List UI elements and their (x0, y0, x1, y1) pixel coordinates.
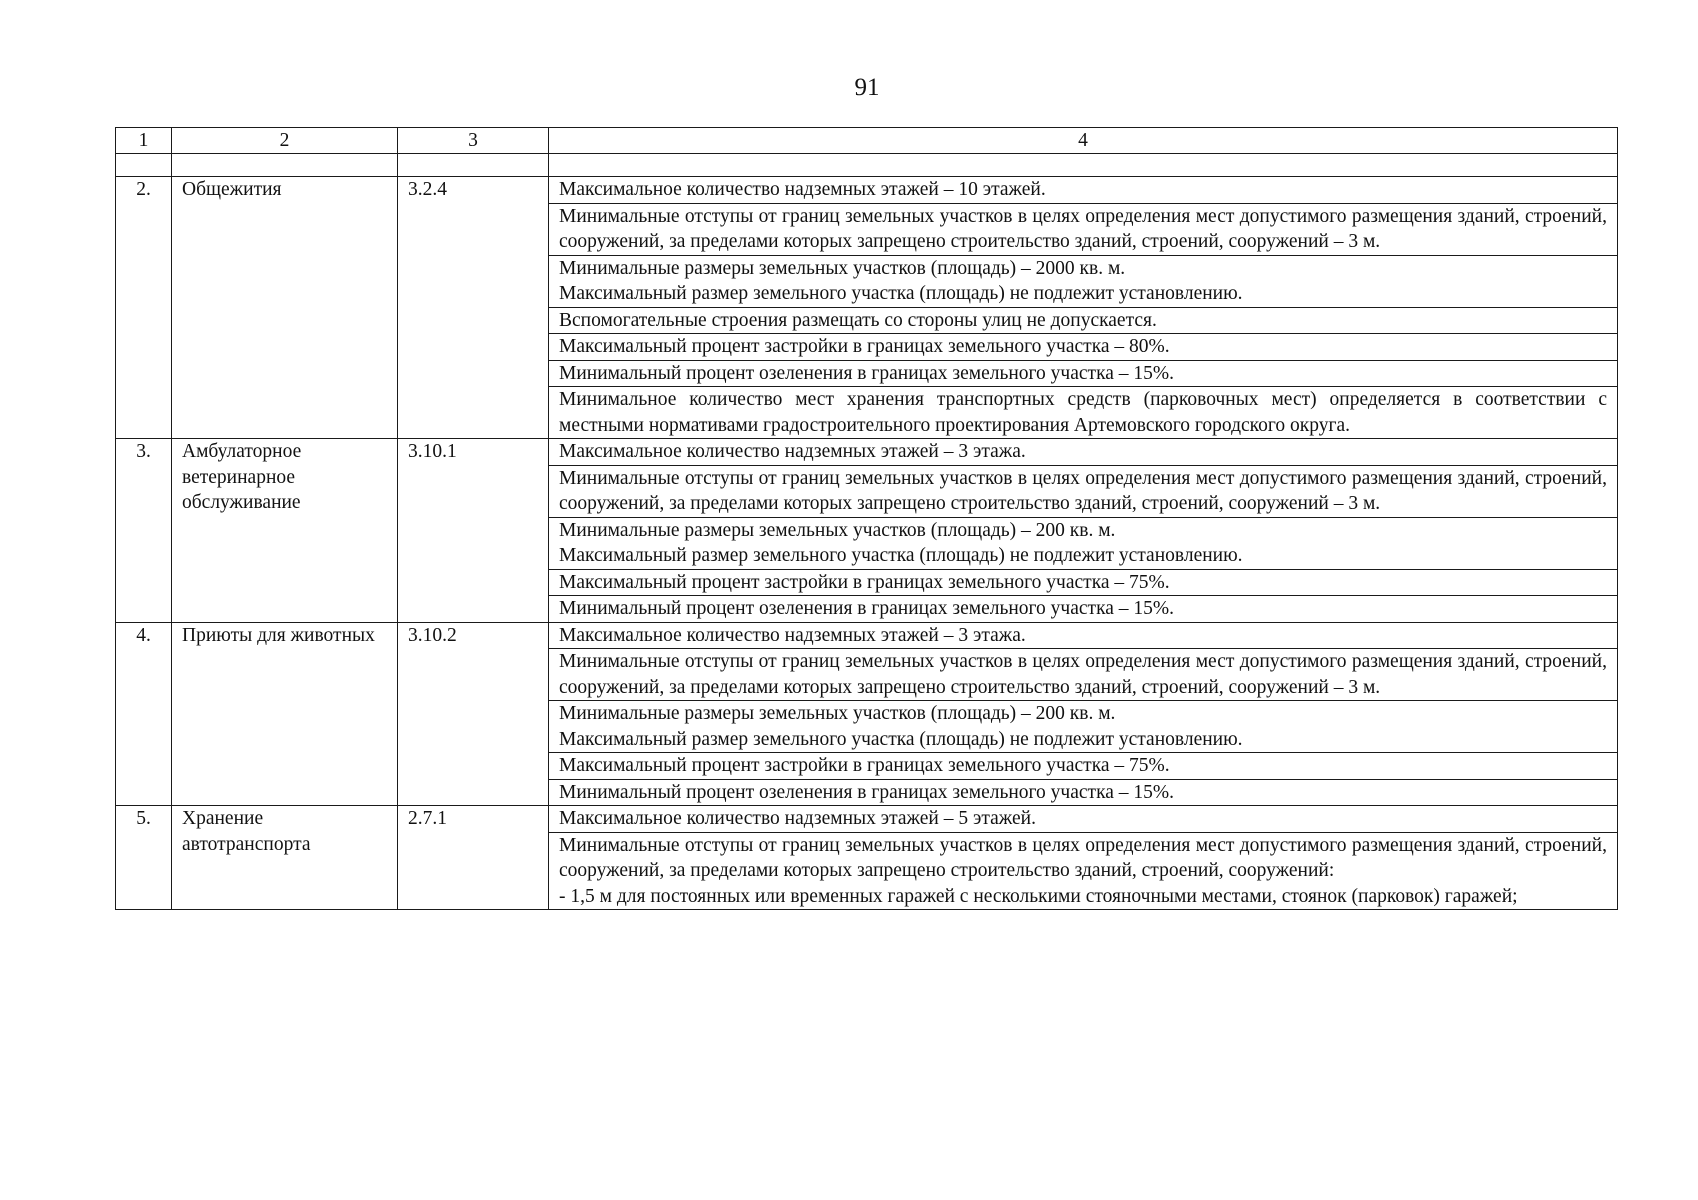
parameter-text: Максимальное количество надземных этажей – 10 этажей. (559, 179, 1046, 200)
parameter-text: Минимальные отступы от границ земельных участков в целях определения мест допустимого размещения зданий, строений, сооружений, за пределами которых запрещено строительство зданий, строений, сооружений – 3 м. (559, 651, 1607, 698)
parameter-cell (549, 832, 1618, 910)
use-code-cell: 3.10.2 (398, 622, 549, 806)
column-number-row (116, 128, 1618, 154)
table-body (116, 128, 1618, 910)
parameter-text: Максимальный процент застройки в границах земельного участка – 75%. (559, 571, 1170, 593)
column-number-2: 2 (172, 128, 398, 154)
row-number-cell: 5. (116, 806, 172, 910)
use-code-cell: 2.7.1 (398, 806, 549, 910)
parameter-cell (549, 622, 1618, 649)
use-code-cell: 3.10.1 (398, 439, 549, 623)
parameter-text: Минимальные размеры земельных участков (площадь) – 200 кв. м. (559, 703, 1116, 724)
spacer-cell (398, 154, 549, 177)
spacer-cell (116, 154, 172, 177)
parameter-cell (549, 307, 1618, 334)
parameter-text: Максимальный размер земельного участка (площадь) не подлежит установлению. (559, 283, 1243, 304)
parameter-text: Минимальные размеры земельных участков (площадь) – 200 кв. м. (559, 519, 1116, 541)
parameter-cell (549, 753, 1618, 780)
parameter-text: Максимальное количество надземных этажей – 3 этажа. (559, 441, 1026, 462)
parameter-cell (549, 203, 1618, 255)
parameter-text: Вспомогательные строения размещать со стороны улиц не допускается. (559, 309, 1157, 331)
parameter-cell (549, 255, 1618, 307)
use-type-name-cell: Приюты для животных (172, 622, 398, 806)
page-number: 91 (854, 74, 880, 101)
parameter-text: Минимальный процент озеленения в границах земельного участка – 15%. (559, 781, 1175, 803)
use-type-name-cell: Амбулаторное ветеринарное обслуживание (172, 439, 398, 623)
parameter-cell (549, 701, 1618, 753)
spacer-row (116, 154, 1618, 177)
use-type-name-cell: Общежития (172, 177, 398, 439)
parameter-text: Максимальный размер земельного участка (площадь) не подлежит установлению. (559, 545, 1243, 566)
parameter-cell (549, 779, 1618, 806)
parameter-text: Минимальный процент озеленения в границах земельного участка – 15%. (559, 362, 1175, 384)
column-number-1: 1 (116, 128, 172, 154)
parameter-text: Максимальный размер земельного участка (площадь) не подлежит установлению. (559, 728, 1243, 750)
use-code-cell: 3.2.4 (398, 177, 549, 439)
spacer-cell (549, 154, 1618, 177)
parameter-cell (549, 360, 1618, 387)
parameter-text: - 1,5 м для постоянных или временных гаражей с несколькими стояночными местами, стоянок (парковок) гаражей; (559, 885, 1518, 907)
column-number-3: 3 (398, 128, 549, 154)
parameter-cell (549, 387, 1618, 439)
parameter-text: Максимальное количество надземных этажей – 3 этажа. (559, 624, 1026, 646)
parameter-text: Максимальный процент застройки в границах земельного участка – 80%. (559, 336, 1170, 357)
parameter-text: Минимальные отступы от границ земельных участков в целях определения мест допустимого размещения зданий, строений, сооружений, за пределами которых запрещено строительство зданий, строений, сооружений: (559, 834, 1607, 881)
parameter-text: Минимальные размеры земельных участков (площадь) – 2000 кв. м. (559, 257, 1126, 279)
parameter-cell (549, 517, 1618, 569)
regulations-table (115, 127, 1618, 910)
parameter-cell (549, 465, 1618, 517)
parameter-cell (549, 569, 1618, 596)
row-number-cell: 3. (116, 439, 172, 623)
parameter-cell (549, 806, 1618, 833)
parameter-text: Максимальное количество надземных этажей – 5 этажей. (559, 808, 1036, 829)
parameter-text: Минимальное количество мест хранения транспортных средств (парковочных мест) определяется в соответствии с местными нормативами градостроительного проектирования Артемовского городского округа. (559, 389, 1607, 436)
parameter-cell (549, 596, 1618, 623)
parameter-cell (549, 334, 1618, 361)
row-number-cell: 4. (116, 622, 172, 806)
table-row (116, 622, 1618, 649)
table-row (116, 439, 1618, 466)
use-type-name-cell: Хранение автотранспорта (172, 806, 398, 910)
parameter-cell (549, 177, 1618, 204)
table-row (116, 177, 1618, 204)
column-number-4: 4 (549, 128, 1618, 154)
row-number-cell: 2. (116, 177, 172, 439)
parameter-text: Минимальные отступы от границ земельных участков в целях определения мест допустимого размещения зданий, строений, сооружений, за пределами которых запрещено строительство зданий, строений, сооружений – 3 м. (559, 205, 1607, 252)
table-row (116, 806, 1618, 833)
parameter-text: Минимальные отступы от границ земельных участков в целях определения мест допустимого размещения зданий, строений, сооружений, за пределами которых запрещено строительство зданий, строений, сооружений – 3 м. (559, 467, 1607, 514)
spacer-cell (172, 154, 398, 177)
parameter-cell (549, 649, 1618, 701)
parameter-text: Максимальный процент застройки в границах земельного участка – 75%. (559, 755, 1170, 776)
parameter-cell (549, 439, 1618, 466)
parameter-text: Минимальный процент озеленения в границах земельного участка – 15%. (559, 598, 1175, 619)
